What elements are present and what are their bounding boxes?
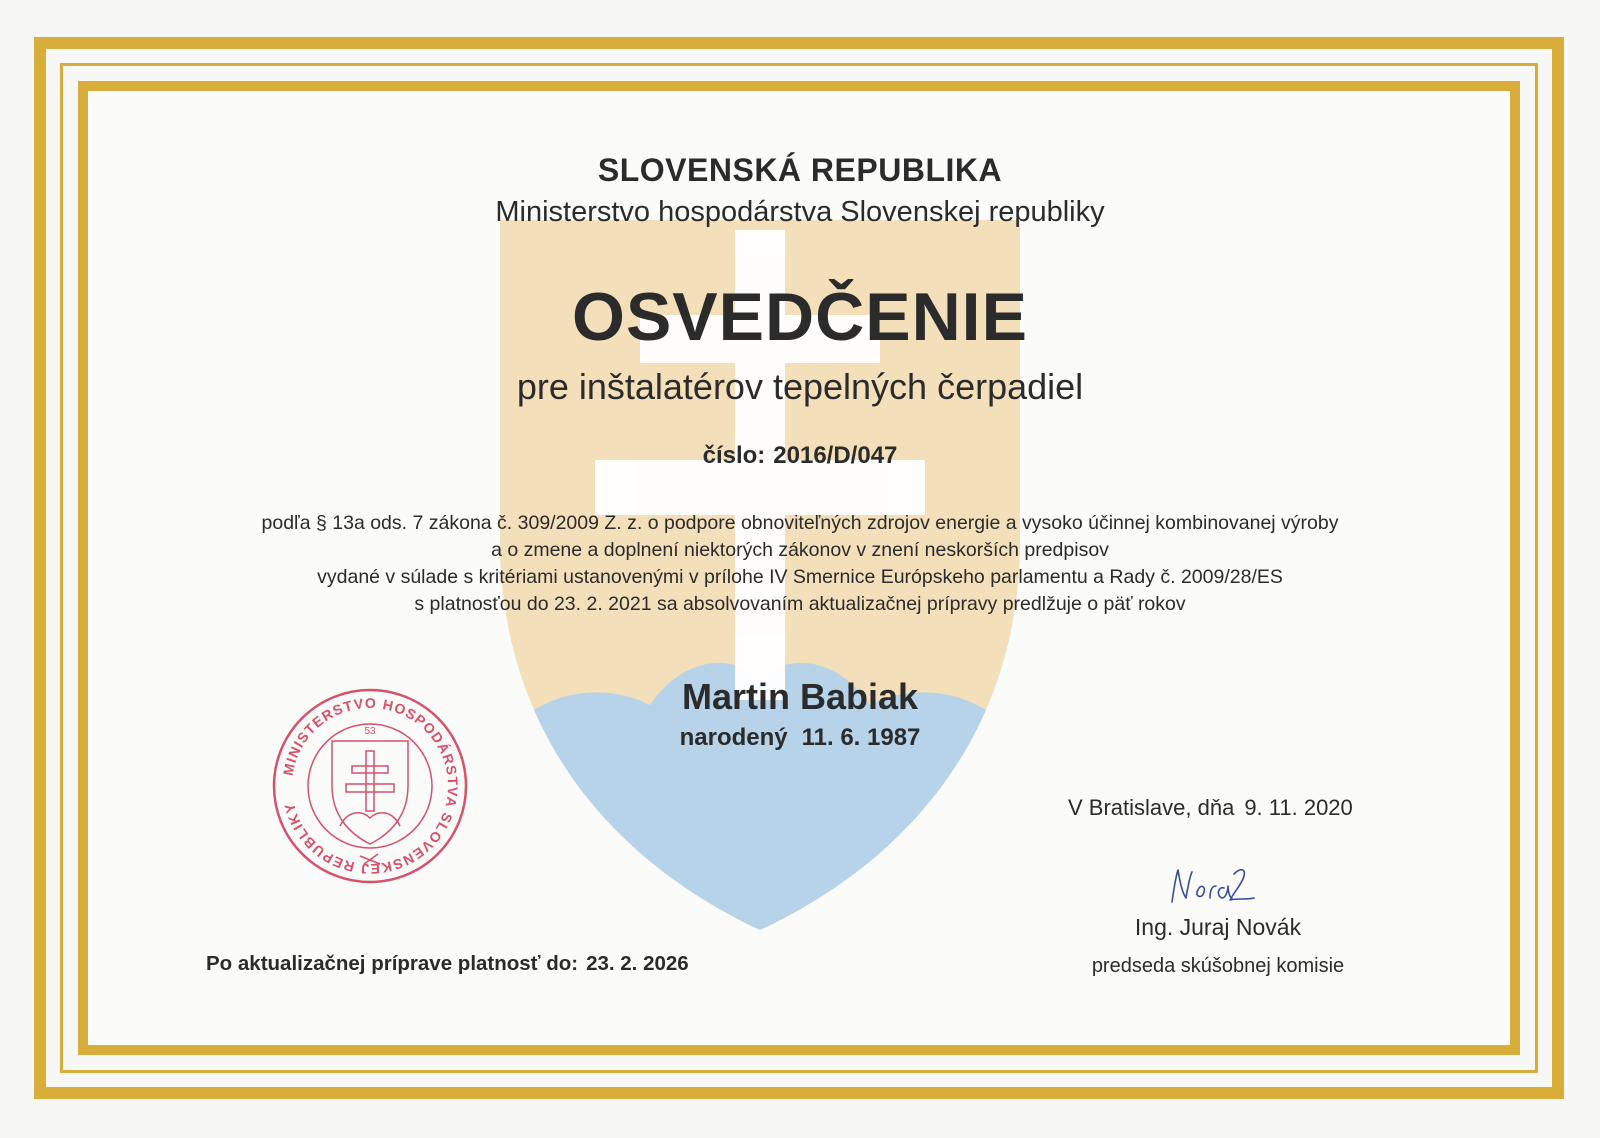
certificate-number — [0, 442, 1600, 470]
certificate-number-value: 2016/D/047 — [773, 442, 898, 469]
signatory-role: predseda skúšobnej komisie — [1091, 955, 1345, 977]
born-label: narodený — [679, 724, 788, 751]
ministry-heading: Ministerstvo hospodárstva Slovenskej republiky — [495, 196, 1105, 228]
validity-date: 23. 2. 2026 — [586, 952, 689, 975]
legal-text — [0, 510, 1600, 618]
validity-statement — [206, 952, 689, 976]
certificate-number-label: číslo: — [702, 442, 766, 469]
validity-label: Po aktualizačnej príprave platnosť do: — [206, 952, 579, 975]
country-heading: SLOVENSKÁ REPUBLIKA — [597, 152, 1003, 188]
stamp-ring-text: MINISTERSTVO HOSPODÁRSTVA SLOVENSKEJ REPUBLIKY — [279, 694, 462, 878]
svg-text:MINISTERSTVO HOSPODÁRSTVA SLOV — [280, 695, 462, 877]
issue-place-date — [1068, 795, 1353, 821]
born-date: 11. 6. 1987 — [801, 724, 921, 751]
certificate-subtitle: pre inštalatérov tepelných čerpadiel — [516, 366, 1084, 407]
issue-place: V Bratislave, dňa — [1068, 795, 1235, 820]
legal-text-line: vydané v súlade s kritériami ustanovenými v prílohe IV Smernice Európskeho parlamentu a Rady č. 2009/28/ES — [317, 566, 1283, 588]
stamp-shield-icon — [332, 741, 408, 844]
issue-date: 9. 11. 2020 — [1244, 795, 1353, 820]
certificate-title: OSVEDČENIE — [572, 279, 1028, 355]
legal-text-line: a o zmene a doplnení niektorých zákonov v znení neskorších predpisov — [491, 539, 1109, 561]
handwritten-signature — [1168, 862, 1258, 912]
legal-text-line: podľa § 13a ods. 7 zákona č. 309/2009 Z. z. o podpore obnoviteľných zdrojov energie a vysoko účinnej kombinovanej výroby — [261, 512, 1339, 534]
ministry-stamp — [270, 686, 470, 886]
holder-birth — [0, 724, 1600, 752]
holder-name: Martin Babiak — [681, 676, 919, 717]
signatory-name: Ing. Juraj Novák — [1134, 914, 1302, 940]
stamp-number: 53 — [364, 726, 376, 737]
legal-text-line: s platnosťou do 23. 2. 2021 sa absolvovaním aktualizačnej prípravy predlžuje o päť rokov — [414, 593, 1186, 615]
